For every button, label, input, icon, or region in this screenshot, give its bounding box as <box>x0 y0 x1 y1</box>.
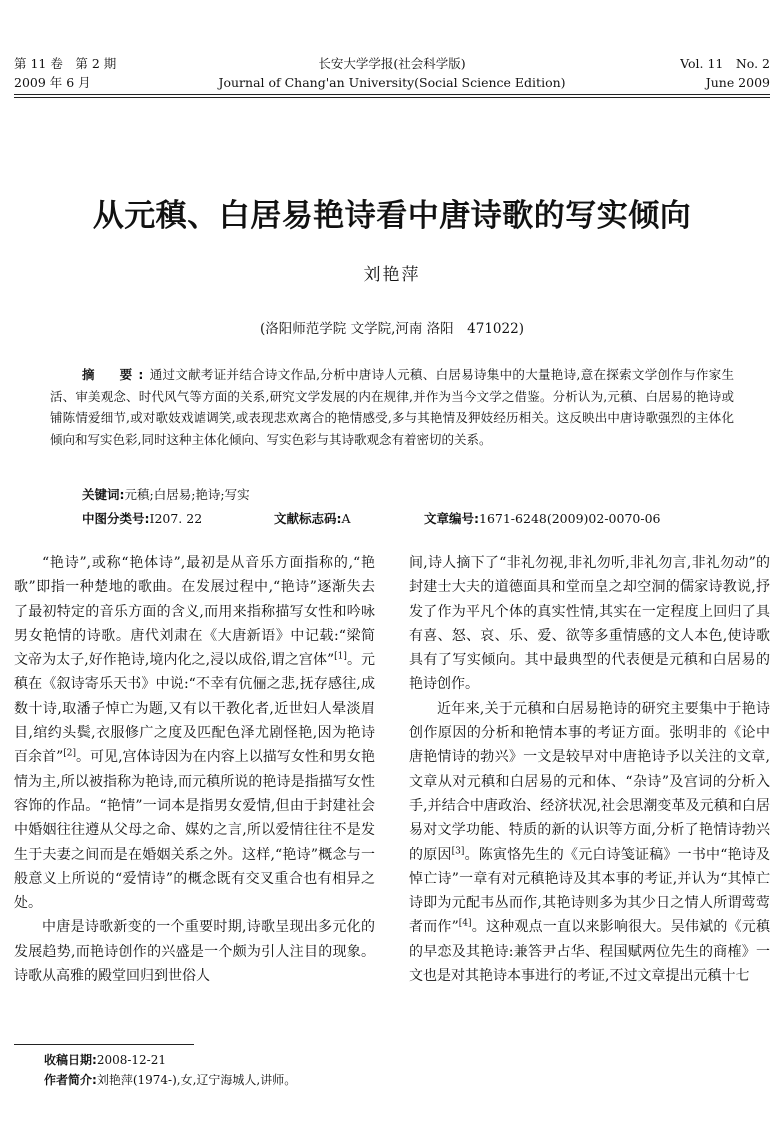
citation: [1] <box>334 651 347 662</box>
body-text: 。元稹在《叙诗寄乐天书》中说:“不幸有伉俪之悲,抚存感往,成数十诗,取潘子悼亡为题,又有以干教化者,近世妇人晕淡眉目,绾约头鬓,衣服修广之度及匹配色泽尤剧怪艳,因为艳诗百余首” <box>14 652 376 766</box>
abstract-label: 摘 要: <box>82 367 150 382</box>
author-bio-label: 作者简介: <box>44 1073 97 1087</box>
author-bio-value: 刘艳萍(1974-),女,辽宁海城人,讲师。 <box>96 1073 297 1087</box>
article-number-label: 文章编号: <box>424 511 479 526</box>
body-text: 。陈寅恪先生的《元白诗笺证稿》一书中“艳诗及悼亡诗”一章有对元稹艳诗及其本事的考证,并认为“其悼亡诗即为元配韦丛而作,其艳诗则多为其少日之情人所谓莺莺者而作” <box>409 846 771 936</box>
clc-label: 中图分类号: <box>82 511 150 526</box>
header-rule-double <box>14 97 770 98</box>
article-author: 刘艳萍 <box>363 265 421 285</box>
body-text: “艳诗”,或称“艳体诗”,最初是从音乐方面指称的,“艳歌”即指一种楚地的歌曲。在发展过程中,“艳诗”逐渐失去了最初特定的音乐方面的含义,而用来指称描写女性和吟咏男女艳情的诗歌。唐代刘肃在《大唐新语》中记载:“梁简文帝为太子,好作艳诗,境内化之,浸以成俗,谓之宫体” <box>14 555 375 669</box>
article-title: 从元稹、白居易艳诗看中唐诗歌的写实倾向 <box>92 198 692 234</box>
running-header <box>14 54 770 94</box>
footnotes <box>44 1050 296 1090</box>
received-value: 2008-12-21 <box>96 1053 166 1067</box>
doc-code-label: 文献标志码: <box>274 511 342 526</box>
citation: [4] <box>458 918 472 929</box>
body-paragraph: 中唐是诗歌新变的一个重要时期,诗歌呈现出多元化的发展趋势,而艳诗创作的兴盛是一个颇为引人注目的现象。诗歌从高雅的殿堂回归到世俗人 <box>14 919 375 985</box>
article-number <box>424 509 660 529</box>
footnote-rule <box>14 1044 194 1045</box>
doc-code <box>274 509 351 529</box>
header-journal-cn: 长安大学学报(社会科学版) <box>318 56 466 71</box>
header-date-en: June 2009 <box>705 75 770 90</box>
clc-number <box>82 509 202 529</box>
header-date: 2009 年 6 月 <box>14 75 91 90</box>
body-text: 近年来,关于元稹和白居易艳诗的研究主要集中于艳诗创作原因的分析和艳情本事的考证方面。张明非的《论中唐艳情诗的勃兴》一文是较早对中唐艳诗予以关注的文章,文章从对元稹和白居易的元和体、“杂诗”及宫词的分析入手,并结合中唐政治、经济状况,社会思潮变革及元稹和白居易对文学功能、特质的新的认识等方面,分析了艳情诗勃兴的原因 <box>409 700 770 863</box>
abstract <box>50 364 734 450</box>
header-journal-en: Journal of Chang'an University(Social Science Edition) <box>218 75 566 90</box>
keywords-label: 关键词: <box>82 487 125 502</box>
citation: [3] <box>451 845 465 856</box>
header-journal <box>14 54 770 92</box>
body-text: 。这种观点一直以来影响很大。吴伟斌的《元稹的早恋及其艳诗:兼答尹占华、程国赋两位先生的商榷》一文也是对其艳诗本事进行的考证,不过文章提出元稹十七 <box>409 919 770 985</box>
received-date <box>44 1050 296 1070</box>
clc-value: I207. 22 <box>149 511 203 526</box>
received-label: 收稿日期: <box>44 1053 97 1067</box>
body-column-right <box>409 551 770 988</box>
header-vol-no: Vol. 11 No. 2 <box>680 56 770 71</box>
author-affiliation: (洛阳师范学院 文学院,河南 洛阳 471022) <box>260 321 524 337</box>
author-bio <box>44 1070 296 1090</box>
body-paragraph: 间,诗人摘下了“非礼勿视,非礼勿听,非礼勿言,非礼勿动”的封建士大夫的道德面具和堂而皇之却空洞的儒家诗教说,抒发了作为平凡个体的真实性情,其实在一定程度上回归了具有喜、怒、哀、乐、爱、欲等多重情感的文人本色,使诗歌具有了写实倾向。其中最典型的代表便是元稹和白居易的艳诗创作。 <box>409 555 770 693</box>
body-paragraph <box>409 697 770 989</box>
body-paragraph <box>14 551 375 915</box>
citation: [2] <box>63 748 76 759</box>
keywords-text: 元稹;白居易;艳诗;写实 <box>124 487 250 502</box>
header-volume-en <box>680 54 770 92</box>
header-rule <box>14 94 770 95</box>
body-text: 。可见,宫体诗因为在内容上以描写女性和男女艳情为主,所以被指称为艳诗,而元稹所说的艳诗是指描写女性容饰的作品。“艳情”一词本是指男女爱情,但由于封建社会中婚姻往往遵从父母之命、媒妁之言,所以爱情往往不是发生于夫妻之间而是在婚姻关系之外。这样,“艳诗”概念与一般意义上所说的“爱情诗”的概念既有交叉重合也有相异之处。 <box>14 749 375 912</box>
body-column-left <box>14 551 375 988</box>
article-number-value: 1671-6248(2009)02-0070-06 <box>479 511 661 526</box>
doc-code-value: A <box>341 511 351 526</box>
keywords <box>82 485 250 505</box>
header-volume: 第 11 卷 第 2 期 <box>14 56 117 71</box>
abstract-text: 通过文献考证并结合诗文作品,分析中唐诗人元稹、白居易诗集中的大量艳诗,意在探索文学创作与作家生活、审美观念、时代风气等方面的关系,研究文学发展的内在规律,并作为当今文学之借鉴。分析认为,元稹、白居易的艳诗或铺陈情爱细节,或对歌妓戏谑调笑,或表现悲欢离合的艳情感受,多与其艳情及狎妓经历相关。这反映出中唐诗歌强烈的主体化倾向和写实色彩,同时这种主体化倾向、写实色彩与其诗歌观念有着密切的关系。 <box>50 367 734 447</box>
